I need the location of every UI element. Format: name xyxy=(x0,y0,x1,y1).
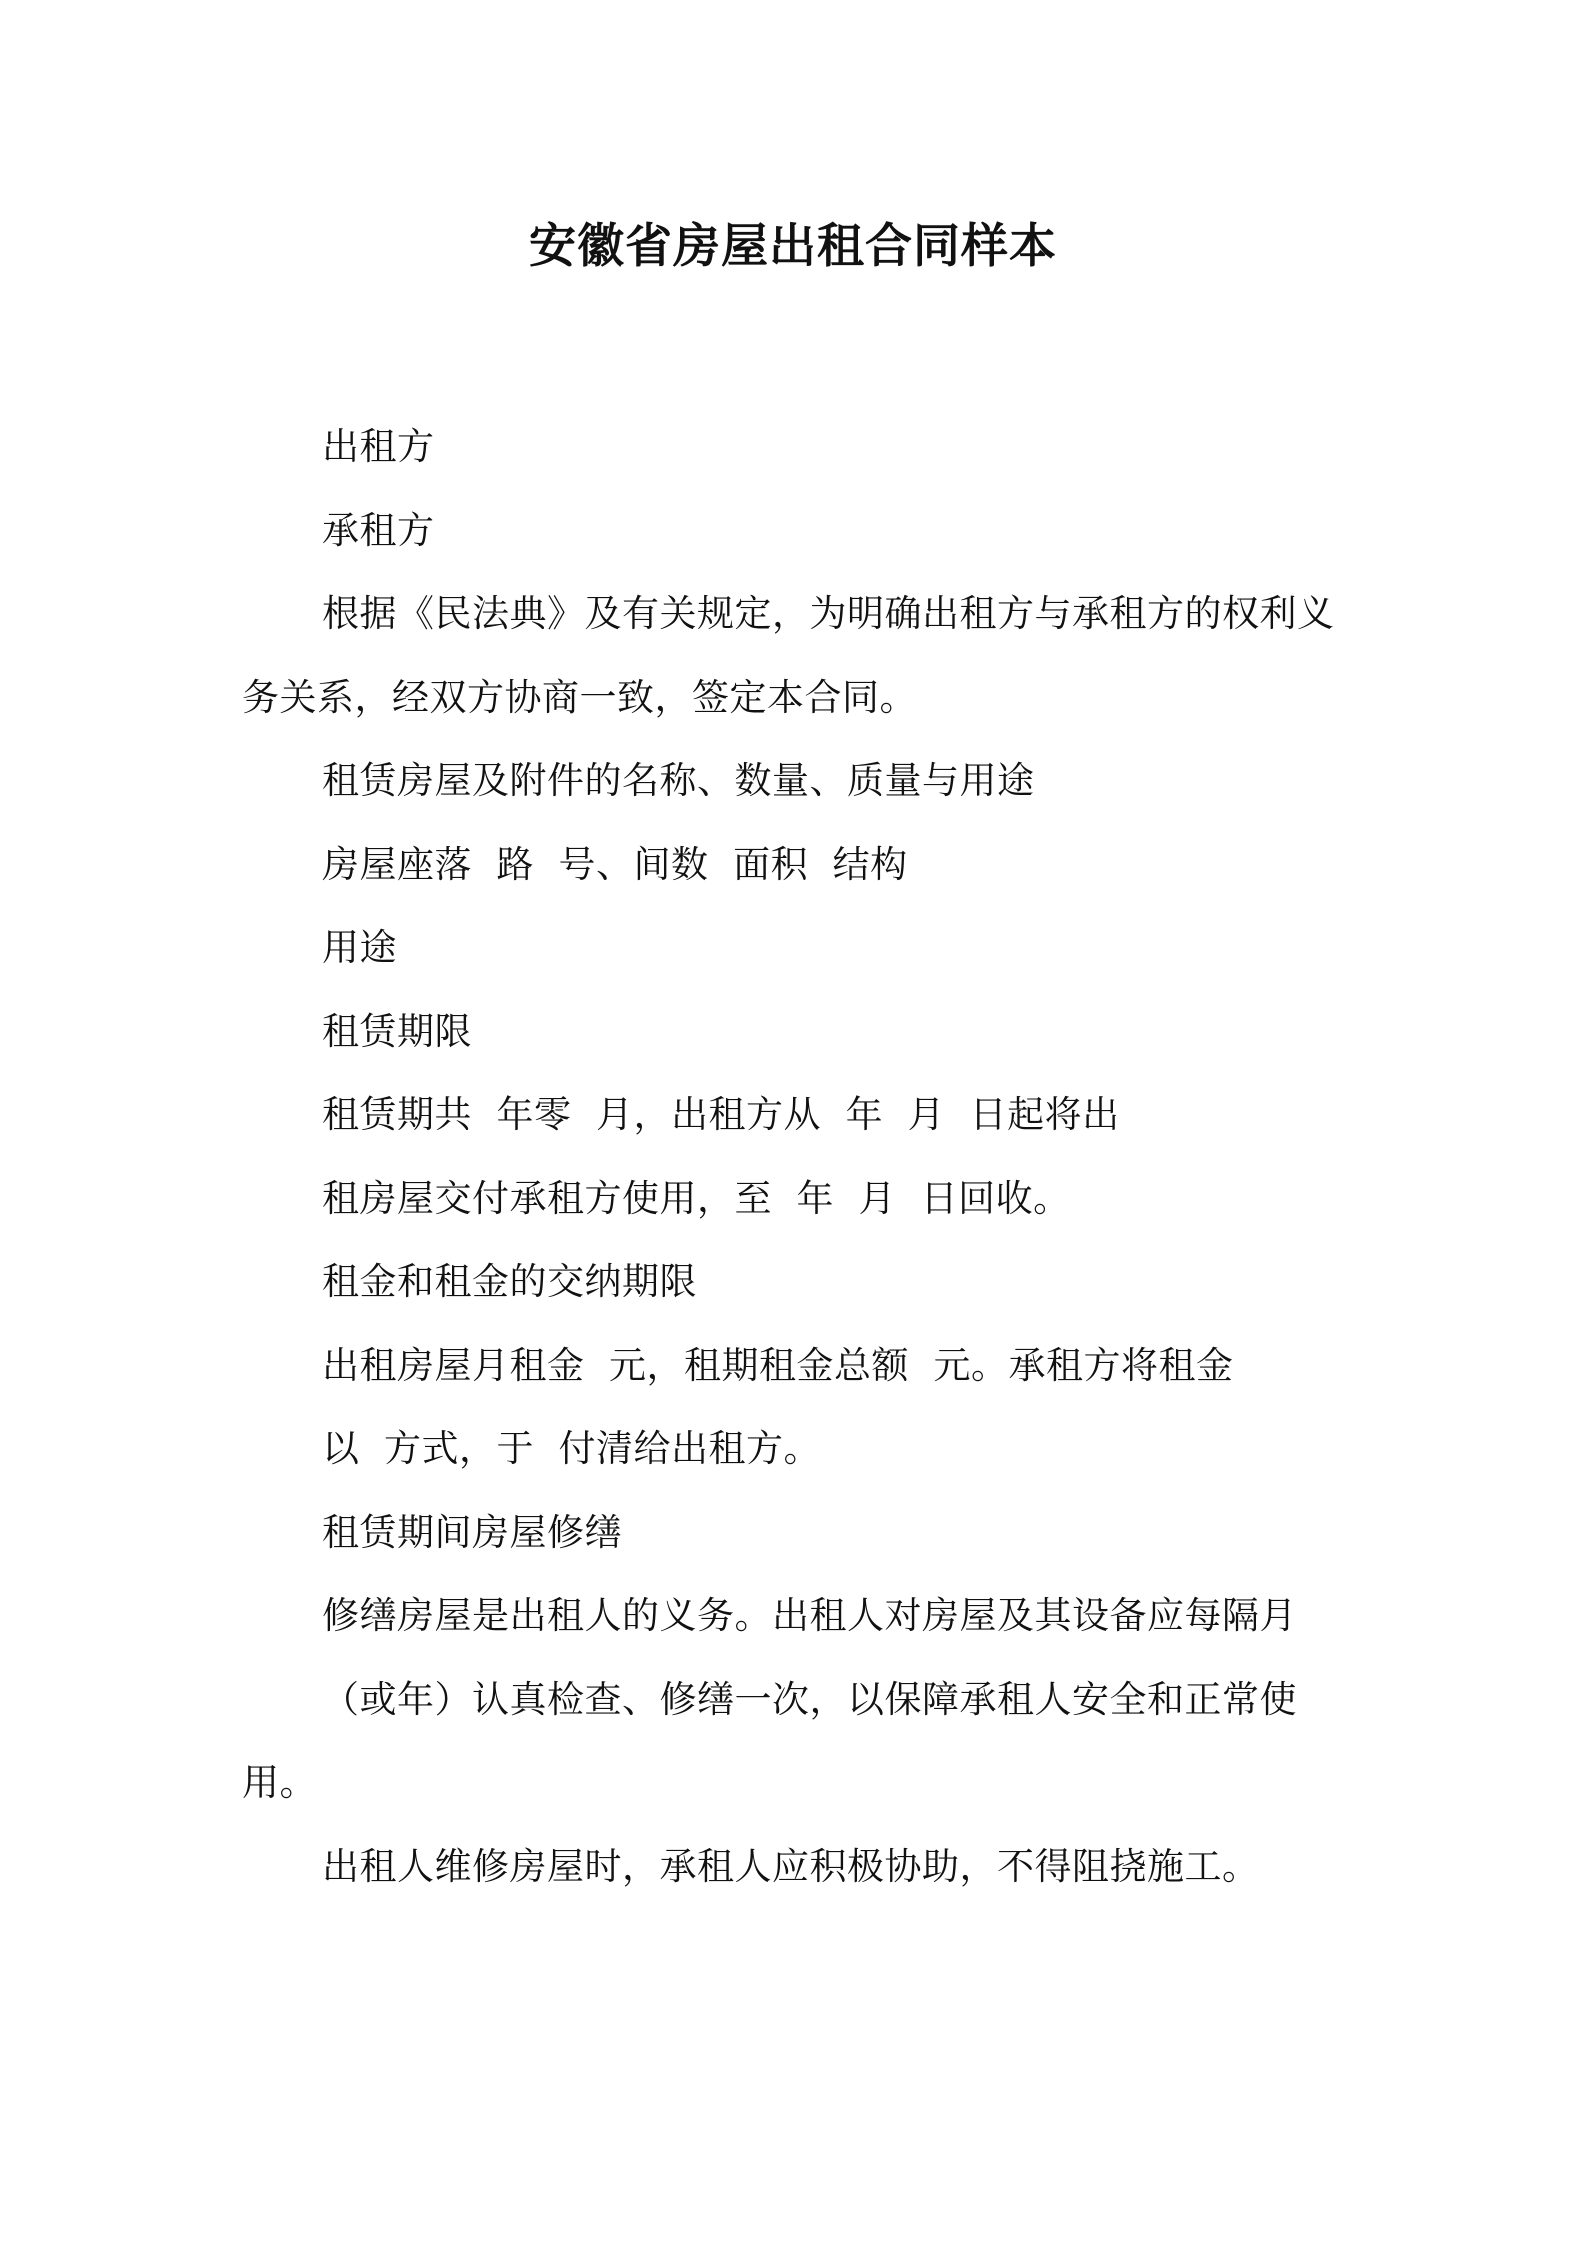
paragraph-term-end: 租房屋交付承租方使用，至 年 月 日回收。 xyxy=(322,1176,1071,1220)
paragraph-property-location: 房屋座落 路 号、间数 面积 结构 xyxy=(322,842,908,886)
paragraph-repair-duty: 修缮房屋是出租人的义务。出租人对房屋及其设备应每隔月 xyxy=(322,1594,1297,1637)
paragraph-rent-payment: 以 方式，于 付清给出租方。 xyxy=(322,1427,822,1470)
document-body xyxy=(242,405,1350,1908)
paragraph-lessor: 出租方 xyxy=(322,425,435,468)
paragraph-heading-property: 租赁房屋及附件的名称、数量、质量与用途 xyxy=(322,759,1035,802)
paragraph-heading-rent: 租金和租金的交纳期限 xyxy=(322,1260,697,1303)
paragraph-heading-repair: 租赁期间房屋修缮 xyxy=(322,1510,622,1554)
paragraph-repair-inspection: （或年）认真检查、修缮一次，以保障承租人安全和正常使用。 xyxy=(242,1677,1297,1804)
paragraph-preamble: 根据《民法典》及有关规定，为明确出租方与承租方的权利义务关系，经双方协商一致，签定本合同。 xyxy=(242,592,1335,719)
paragraph-usage: 用途 xyxy=(322,926,397,969)
paragraph-rent-amount: 出租房屋月租金 元，租期租金总额 元。承租方将租金 xyxy=(322,1343,1234,1387)
document-title: 安徽省房屋出租合同样本 xyxy=(529,219,1057,274)
paragraph-heading-term: 租赁期限 xyxy=(322,1009,472,1053)
paragraph-term-start: 租赁期共 年零 月，出租方从 年 月 日起将出 xyxy=(322,1093,1120,1136)
paragraph-repair-cooperation: 出租人维修房屋时，承租人应积极协助，不得阻挠施工。 xyxy=(322,1844,1260,1888)
paragraph-lessee: 承租方 xyxy=(322,508,435,552)
